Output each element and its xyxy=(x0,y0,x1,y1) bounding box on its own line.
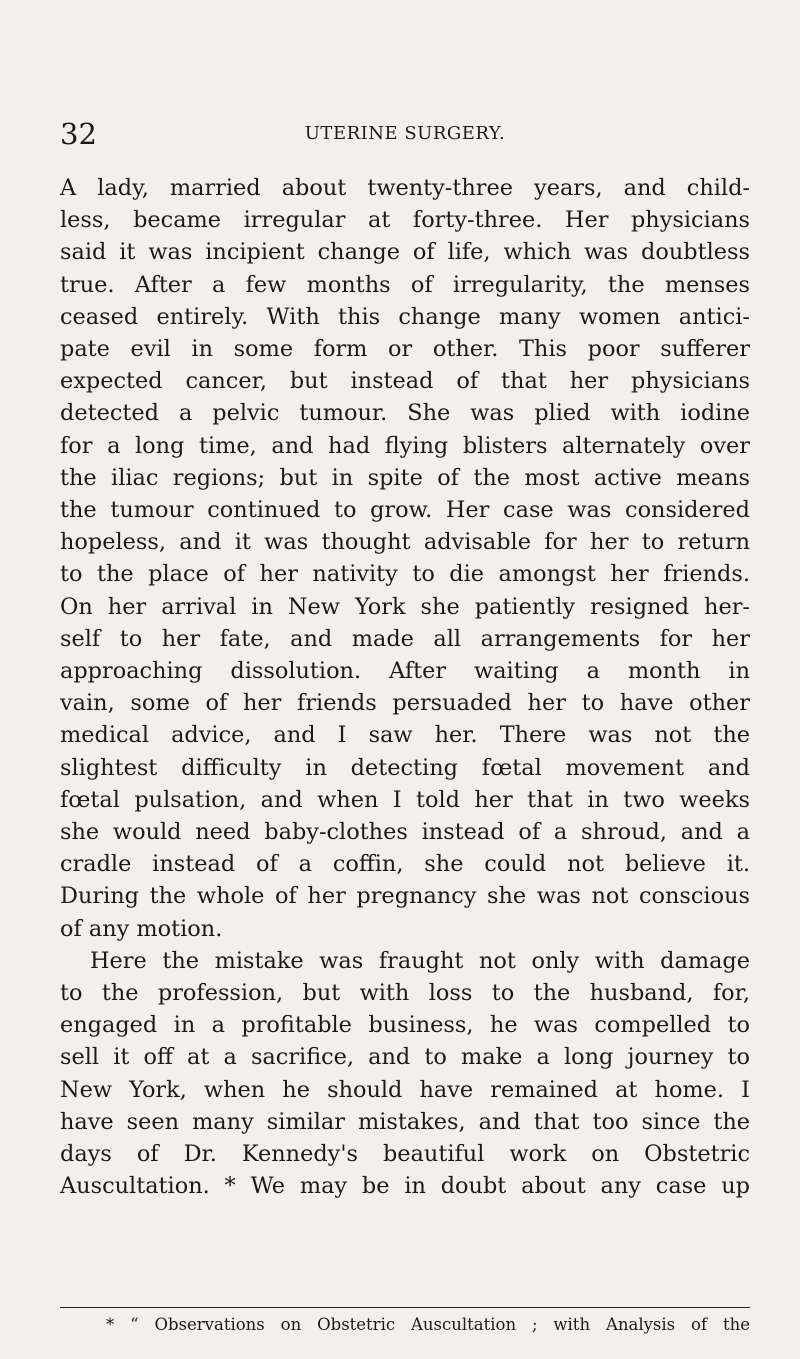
page-header xyxy=(60,114,750,154)
footnote-divider xyxy=(60,1307,750,1308)
text-line: cradle instead of a coffin, she could not believe it. xyxy=(60,851,750,878)
text-line: ceased entirely. With this change many women antici- xyxy=(60,303,750,330)
text-line: for a long time, and had flying blisters alternately over xyxy=(60,432,750,459)
text-line: sell it off at a sacrifice, and to make a long journey to xyxy=(60,1044,750,1071)
text-line: said it was incipient change of life, which was doubtless xyxy=(60,239,750,266)
text-line: pate evil in some form or other. This poor sufferer xyxy=(60,336,750,363)
paragraph-start-line: Here the mistake was fraught not only with damage xyxy=(90,947,750,974)
text-line: self to her fate, and made all arrangements for her xyxy=(60,625,750,652)
text-line: of any motion. xyxy=(60,915,223,942)
text-line: medical advice, and I saw her. There was not the xyxy=(60,722,750,749)
text-line: hopeless, and it was thought advisable for her to return xyxy=(60,529,750,556)
text-line: the tumour continued to grow. Her case was considered xyxy=(60,497,750,524)
text-line: expected cancer, but instead of that her physicians xyxy=(60,368,750,395)
text-line: Auscultation. * We may be in doubt about any case up xyxy=(60,1173,750,1200)
text-line: During the whole of her pregnancy she was not conscious xyxy=(60,883,750,910)
text-line: engaged in a profitable business, he was compelled to xyxy=(60,1012,750,1039)
footnote: * “ Observations on Obstetric Auscultation ; with Analysis of the xyxy=(106,1315,750,1334)
text-line: vain, some of her friends persuaded her to have other xyxy=(60,690,750,717)
text-line: have seen many similar mistakes, and that too since the xyxy=(60,1108,750,1135)
page-number: 32 xyxy=(60,117,97,151)
text-line: approaching dissolution. After waiting a month in xyxy=(60,658,750,685)
text-line: fœtal pulsation, and when I told her that in two weeks xyxy=(60,786,750,813)
text-line: to the profession, but with loss to the husband, for, xyxy=(60,980,750,1007)
text-line: New York, when he should have remained at home. I xyxy=(60,1076,750,1103)
text-line: the iliac regions; but in spite of the most active means xyxy=(60,464,750,491)
text-line: slightest difficulty in detecting fœtal movement and xyxy=(60,754,750,781)
text-line: detected a pelvic tumour. She was plied with iodine xyxy=(60,400,750,427)
text-line: On her arrival in New York she patiently resigned her- xyxy=(60,593,750,620)
text-line: true. After a few months of irregularity, the menses xyxy=(60,271,750,298)
text-line: less, became irregular at forty-three. Her physicians xyxy=(60,207,750,234)
text-line: A lady, married about twenty-three years, and child- xyxy=(60,175,750,201)
body-text xyxy=(60,172,750,1203)
running-title: UTERINE SURGERY. xyxy=(304,123,506,144)
text-line: days of Dr. Kennedy's beautiful work on Obstetric xyxy=(60,1141,750,1168)
text-line: she would need baby-clothes instead of a shroud, and a xyxy=(60,819,750,846)
text-line: to the place of her nativity to die amongst her friends. xyxy=(60,561,750,588)
